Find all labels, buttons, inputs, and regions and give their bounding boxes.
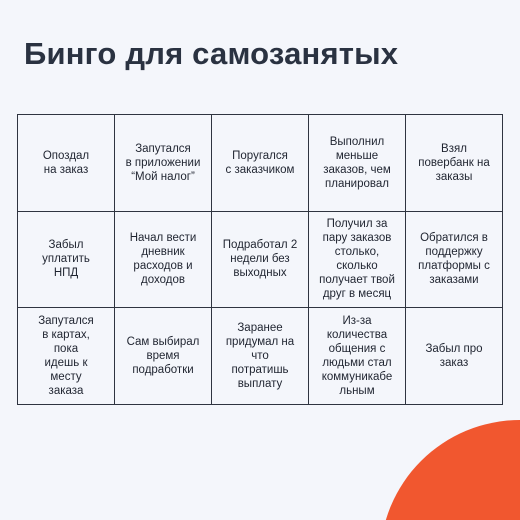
bingo-cell xyxy=(212,115,309,212)
bingo-cell xyxy=(309,212,406,309)
bingo-cell-text: Обратился в поддержку платформы с заказами xyxy=(418,232,490,287)
bingo-cell xyxy=(18,115,115,212)
bingo-cell-text: Запутался в приложении “Мой налог” xyxy=(125,142,201,183)
bingo-cell xyxy=(212,308,309,405)
bingo-cell xyxy=(406,212,503,309)
bingo-grid xyxy=(17,114,503,405)
bingo-cell-text: Начал вести дневник расходов и доходов xyxy=(129,232,197,287)
bingo-cell-text: Сам выбирал время подработки xyxy=(126,336,200,377)
bingo-cell-text: Выполнил меньше заказов, чем планировал xyxy=(323,135,391,190)
bingo-cell-text: Опоздал на заказ xyxy=(42,149,90,176)
bingo-cell xyxy=(18,308,115,405)
bingo-cell-text: Забыл про заказ xyxy=(425,343,483,370)
bingo-cell-text: Заранее придумал на что потратишь выплату xyxy=(225,322,295,391)
bingo-cell-text: Забыл уплатить НПД xyxy=(42,239,90,280)
bingo-cell xyxy=(406,115,503,212)
bingo-cell xyxy=(115,115,212,212)
bingo-cell-text: Запутался в картах, пока идешь к месту заказа xyxy=(38,315,94,398)
bingo-cell xyxy=(115,308,212,405)
bingo-cell xyxy=(18,212,115,309)
page-title: Бинго для самозанятых xyxy=(24,36,399,71)
bingo-cell-text: Взял повербанк на заказы xyxy=(418,142,490,183)
bingo-cell-text: Получил за пару заказов столько, сколько получает твой друг в месяц xyxy=(319,218,395,301)
bingo-cell xyxy=(406,308,503,405)
bingo-cell xyxy=(115,212,212,309)
bingo-cell-text: Поругался с заказчиком xyxy=(225,149,295,176)
bingo-cell-text: Из-за количества общения с людьми стал коммуникабе льным xyxy=(321,315,393,398)
bingo-cell xyxy=(309,115,406,212)
bingo-cell-text: Подработал 2 недели без выходных xyxy=(222,239,298,280)
bingo-cell xyxy=(309,308,406,405)
bingo-cell xyxy=(212,212,309,309)
